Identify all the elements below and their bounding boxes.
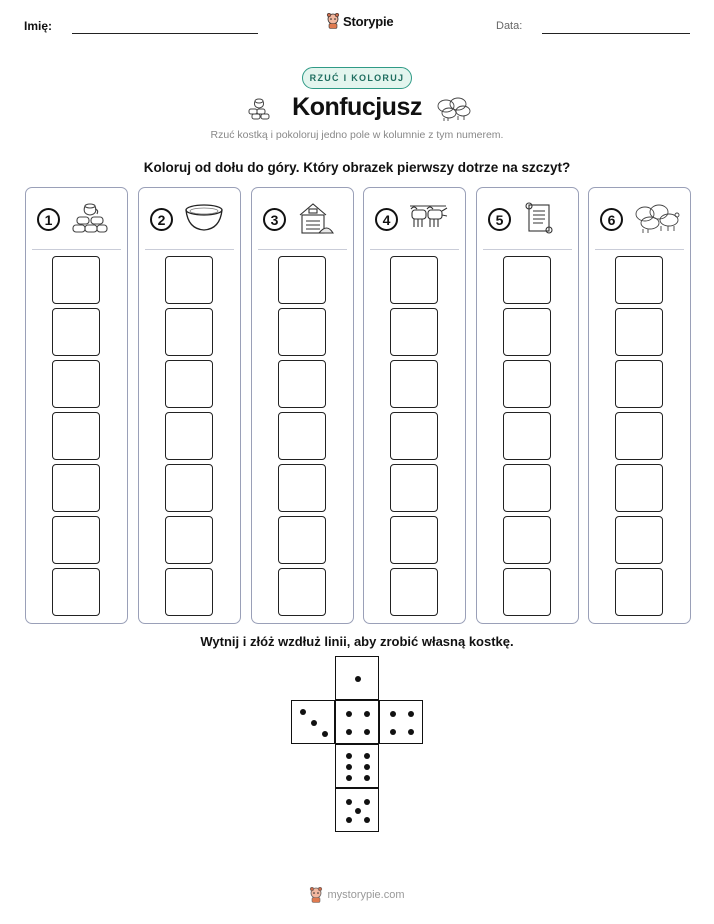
oxen-icon (409, 201, 449, 236)
color-cell[interactable] (503, 308, 551, 356)
page-title: Konfucjusz (292, 93, 422, 121)
color-cell[interactable] (615, 360, 663, 408)
color-cell[interactable] (615, 256, 663, 304)
dice-pip (311, 720, 317, 726)
name-label: Imię: (24, 19, 53, 33)
dice-face-6 (335, 744, 379, 788)
color-cell[interactable] (390, 516, 438, 564)
column-divider (145, 249, 234, 250)
color-cell[interactable] (52, 360, 100, 408)
color-cell[interactable] (52, 412, 100, 460)
dice-pip (355, 808, 361, 814)
color-cell[interactable] (278, 568, 326, 616)
brand-name: Storypie (343, 13, 394, 29)
dice-pip (364, 729, 370, 735)
pottery-icon (71, 201, 109, 238)
color-cell[interactable] (615, 308, 663, 356)
column-number: 1 (37, 208, 60, 231)
column-number: 3 (263, 208, 286, 231)
column-5 (476, 187, 579, 624)
dice-pip (322, 731, 328, 737)
color-cell[interactable] (390, 464, 438, 512)
color-cell[interactable] (278, 412, 326, 460)
dice-pip (346, 729, 352, 735)
column-header (364, 188, 465, 250)
color-cell[interactable] (52, 516, 100, 564)
dice-pip (390, 729, 396, 735)
coloring-instruction: Koloruj od dołu do góry. Który obrazek pierwszy dotrze na szczyt? (143, 160, 571, 175)
footer (0, 887, 714, 903)
brand-logo (326, 13, 393, 29)
column-2 (138, 187, 241, 624)
color-cell[interactable] (278, 308, 326, 356)
color-cell[interactable] (503, 256, 551, 304)
column-number: 6 (600, 208, 623, 231)
dice-face-3 (291, 700, 335, 744)
column-3 (251, 187, 354, 624)
dice-pip (408, 729, 414, 735)
footer-url: mystorypie.com (327, 889, 405, 901)
storypie-mascot-icon (326, 13, 340, 29)
color-cell[interactable] (165, 360, 213, 408)
color-cell[interactable] (165, 516, 213, 564)
dice-pip (355, 676, 361, 682)
color-cell[interactable] (390, 308, 438, 356)
color-cell[interactable] (503, 464, 551, 512)
date-line[interactable] (542, 33, 690, 34)
column-number: 5 (488, 208, 511, 231)
dice-face-5 (335, 788, 379, 832)
color-cell[interactable] (52, 464, 100, 512)
color-cell[interactable] (390, 568, 438, 616)
dice-pip (364, 711, 370, 717)
dice-pip (364, 753, 370, 759)
dice-pip (346, 817, 352, 823)
color-cell[interactable] (615, 464, 663, 512)
dice-pip (346, 775, 352, 781)
dice-face-4 (379, 700, 423, 744)
color-cell[interactable] (165, 464, 213, 512)
storypie-mascot-icon (309, 887, 323, 903)
dice-pip (346, 799, 352, 805)
color-cell[interactable] (52, 568, 100, 616)
color-cell[interactable] (52, 256, 100, 304)
date-label: Data: (496, 20, 523, 32)
column-divider (595, 249, 684, 250)
name-line[interactable] (72, 33, 258, 34)
dice-pip (346, 711, 352, 717)
color-cell[interactable] (503, 568, 551, 616)
color-cell[interactable] (278, 256, 326, 304)
dice-pip (364, 817, 370, 823)
column-number: 2 (150, 208, 173, 231)
column-divider (483, 249, 572, 250)
column-6 (588, 187, 691, 624)
color-cell[interactable] (390, 360, 438, 408)
dice-face-1 (335, 656, 379, 700)
dice-pip (346, 764, 352, 770)
color-cell[interactable] (165, 256, 213, 304)
color-cell[interactable] (615, 412, 663, 460)
column-header (252, 188, 353, 250)
dice-pip (364, 764, 370, 770)
dice-pip (364, 775, 370, 781)
dice-pip (408, 711, 414, 717)
dice-pip (346, 753, 352, 759)
color-cell[interactable] (278, 360, 326, 408)
sheep-flock-icon (436, 94, 472, 122)
column-1 (25, 187, 128, 624)
column-divider (370, 249, 459, 250)
color-cell[interactable] (390, 412, 438, 460)
sheep-flock-icon (634, 201, 680, 240)
column-4 (363, 187, 466, 624)
barn-icon (297, 201, 335, 240)
color-cell[interactable] (165, 412, 213, 460)
color-cell[interactable] (52, 308, 100, 356)
column-header (139, 188, 240, 250)
column-divider (258, 249, 347, 250)
color-cell[interactable] (165, 568, 213, 616)
color-cell[interactable] (615, 568, 663, 616)
color-cell[interactable] (165, 308, 213, 356)
dice-pip (364, 799, 370, 805)
color-cell[interactable] (503, 360, 551, 408)
color-cell[interactable] (278, 516, 326, 564)
bowl-icon (184, 201, 224, 238)
color-cell[interactable] (278, 464, 326, 512)
color-cell[interactable] (503, 412, 551, 460)
cut-instruction: Wytnij i złóż wzdłuż linii, aby zrobić własną kostkę. (200, 634, 514, 649)
color-cell[interactable] (615, 516, 663, 564)
color-cell[interactable] (390, 256, 438, 304)
color-cell[interactable] (503, 516, 551, 564)
activity-badge: RZUĆ I KOLORUJ (302, 67, 412, 89)
column-header (26, 188, 127, 250)
column-header (589, 188, 690, 250)
dice-pip (300, 709, 306, 715)
dice-pip (390, 711, 396, 717)
column-divider (32, 249, 121, 250)
column-header (477, 188, 578, 250)
dice-face-4 (335, 700, 379, 744)
column-number: 4 (375, 208, 398, 231)
scroll-icon (522, 201, 556, 240)
page-subtitle: Rzuć kostką i pokoloruj jedno pole w kolumnie z tym numerem. (210, 129, 504, 141)
